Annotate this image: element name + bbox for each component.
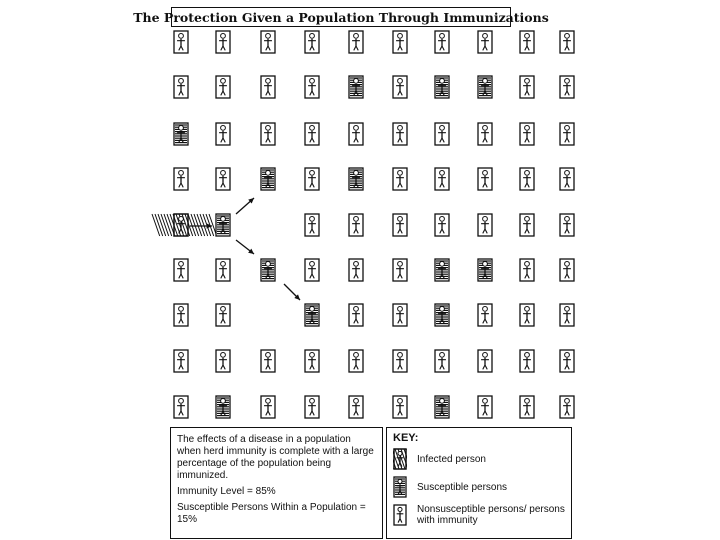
person-tile-r7-c0	[174, 350, 188, 372]
person-tile-r0-c8	[520, 31, 534, 53]
person-tile-r1-c1	[216, 76, 230, 98]
person-tile-r6-c9	[560, 304, 574, 326]
person-tile-r3-c2	[261, 168, 275, 190]
person-tile-r2-c6	[435, 123, 449, 145]
person-tile-r4-c3	[305, 214, 319, 236]
person-tile-r8-c3	[305, 396, 319, 418]
person-tile-r2-c2	[261, 123, 275, 145]
person-tile-r5-c3	[305, 259, 319, 281]
person-tile-r7-c5	[393, 350, 407, 372]
person-tile-r2-c5	[393, 123, 407, 145]
person-tile-r3-c5	[393, 168, 407, 190]
person-tile-r5-c9	[560, 259, 574, 281]
person-tile-r8-c2	[261, 396, 275, 418]
person-tile-r8-c7	[478, 396, 492, 418]
key-row-infected	[393, 448, 565, 470]
key-susceptible-label: Susceptible persons	[417, 481, 508, 493]
key-infected-label: Infected person	[417, 453, 486, 465]
person-tile-r7-c6	[435, 350, 449, 372]
person-tile-r7-c8	[520, 350, 534, 372]
key-row-nonsusceptible	[393, 504, 565, 526]
person-tile-r5-c2	[261, 259, 275, 281]
person-tile-r7-c4	[349, 350, 363, 372]
person-tile-r6-c6	[435, 304, 449, 326]
person-tile-r5-c1	[216, 259, 230, 281]
person-tile-r1-c7	[478, 76, 492, 98]
person-tile-r6-c5	[393, 304, 407, 326]
person-tile-r6-c7	[478, 304, 492, 326]
key-nonsusceptible-label: Nonsusceptible persons/ persons with immunity	[417, 504, 565, 526]
person-tile-r1-c8	[520, 76, 534, 98]
person-tile-r7-c2	[261, 350, 275, 372]
person-tile-r4-c5	[393, 214, 407, 236]
person-tile-r2-c3	[305, 123, 319, 145]
person-tile-r4-c9	[560, 214, 574, 236]
person-tile-r6-c0	[174, 304, 188, 326]
person-tile-r8-c6	[435, 396, 449, 418]
person-tile-r4-c1	[216, 214, 230, 236]
person-tile-r1-c4	[349, 76, 363, 98]
description-box	[170, 427, 383, 539]
person-tile-r0-c6	[435, 31, 449, 53]
infected-person-icon	[393, 448, 407, 470]
key-row-susceptible	[393, 476, 565, 498]
immune-person-icon	[393, 504, 407, 526]
spread-arrow-3	[236, 240, 254, 254]
person-tile-r3-c1	[216, 168, 230, 190]
spread-arrow-2	[236, 198, 254, 214]
person-tile-r4-c7	[478, 214, 492, 236]
person-tile-r3-c3	[305, 168, 319, 190]
spread-arrow-4	[284, 284, 300, 300]
person-tile-r1-c9	[560, 76, 574, 98]
susceptible-percent: Susceptible Persons Within a Population = 15%	[177, 502, 366, 525]
person-tile-r5-c6	[435, 259, 449, 281]
person-tile-r0-c9	[560, 31, 574, 53]
susceptible-person-icon	[393, 476, 407, 498]
person-tile-r2-c1	[216, 123, 230, 145]
person-tile-r0-c2	[261, 31, 275, 53]
person-tile-r3-c9	[560, 168, 574, 190]
person-tile-r3-c4	[349, 168, 363, 190]
person-tile-r1-c3	[305, 76, 319, 98]
person-tile-r6-c4	[349, 304, 363, 326]
person-tile-r5-c0	[174, 259, 188, 281]
person-tile-r8-c1	[216, 396, 230, 418]
person-tile-r7-c3	[305, 350, 319, 372]
person-tile-r0-c5	[393, 31, 407, 53]
key-icon-i	[393, 449, 407, 469]
person-tile-r7-c7	[478, 350, 492, 372]
immunity-level: Immunity Level = 85%	[177, 486, 276, 497]
person-tile-r7-c1	[216, 350, 230, 372]
person-tile-r0-c7	[478, 31, 492, 53]
person-tile-r3-c6	[435, 168, 449, 190]
person-tile-r2-c9	[560, 123, 574, 145]
person-tile-r8-c8	[520, 396, 534, 418]
key-icon-n	[394, 505, 406, 525]
person-tile-r8-c0	[174, 396, 188, 418]
person-tile-r1-c5	[393, 76, 407, 98]
person-tile-r1-c0	[174, 76, 188, 98]
person-tile-r8-c4	[349, 396, 363, 418]
person-tile-r6-c1	[216, 304, 230, 326]
person-tile-r7-c9	[560, 350, 574, 372]
person-tile-r2-c0	[174, 123, 188, 145]
description-text: The effects of a disease in a population when herd immunity is complete with a large percentage of the population being immunized.	[177, 434, 374, 481]
person-tile-r2-c4	[349, 123, 363, 145]
key-box	[386, 427, 572, 539]
person-tile-r8-c5	[393, 396, 407, 418]
diagram-title: The Protection Given a Population Through Immunizations	[171, 7, 511, 27]
person-tile-r1-c2	[261, 76, 275, 98]
person-tile-r3-c8	[520, 168, 534, 190]
person-tile-r3-c7	[478, 168, 492, 190]
person-tile-r5-c4	[349, 259, 363, 281]
person-tile-r8-c9	[560, 396, 574, 418]
person-tile-r0-c1	[216, 31, 230, 53]
person-tile-r3-c0	[174, 168, 188, 190]
person-tile-r0-c3	[305, 31, 319, 53]
person-tile-r1-c6	[435, 76, 449, 98]
person-tile-r4-c6	[435, 214, 449, 236]
person-tile-r2-c8	[520, 123, 534, 145]
person-tile-r6-c8	[520, 304, 534, 326]
person-tile-r2-c7	[478, 123, 492, 145]
person-tile-r5-c7	[478, 259, 492, 281]
person-tile-r4-c8	[520, 214, 534, 236]
person-tile-r4-c4	[349, 214, 363, 236]
person-tile-r5-c8	[520, 259, 534, 281]
person-tile-r5-c5	[393, 259, 407, 281]
key-icon-s	[394, 477, 406, 497]
person-tile-r0-c4	[349, 31, 363, 53]
key-title: KEY:	[393, 432, 419, 444]
person-tile-r0-c0	[174, 31, 188, 53]
person-tile-r6-c3	[305, 304, 319, 326]
